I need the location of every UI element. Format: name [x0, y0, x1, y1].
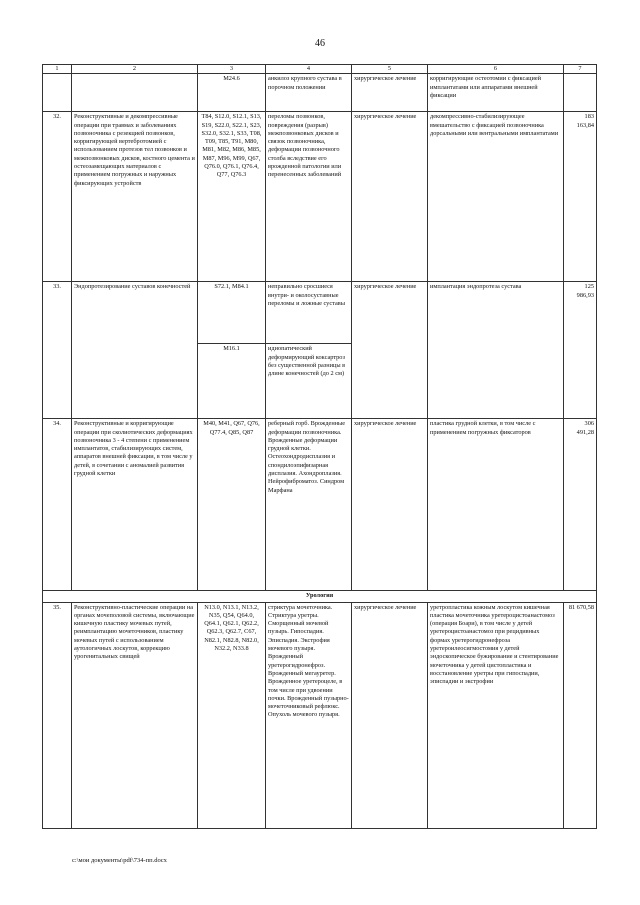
cell-codes: T84, S12.0, S12.1, S13, S19, S22.0, S22.1, S23, S32.0, S32.1, S33, T08, T09, T85, T91, M80, M81, M82, M86, M85, M87, M96, M99, Q67, Q76.0, Q76.1, Q76.4, Q77, Q76.3 [198, 112, 266, 282]
header-row [43, 65, 597, 74]
header-col-6: 6 [428, 65, 564, 74]
cell-name: Реконструктивные и корригирующие операции при сколиотических деформациях позвоночника 3 - 4 степени с применением имплантатов, стабилизирующих систем, аппаратов внешней фиксации, в том числе у детей, в сочетании с аномалией развития грудной клетки [72, 419, 198, 591]
cell-number: 34. [43, 419, 72, 591]
cell-model: неправильно сросшиеся внутри- и околосуставные переломы и ложные суставы [266, 282, 352, 344]
cell-codes: M40, M41, Q67, Q76, Q77.4, Q85, Q87 [198, 419, 266, 591]
header-col-3: 3 [198, 65, 266, 74]
cell-treatment: хирургическое лечение [352, 282, 428, 419]
cell-model: анкилоз крупного сустава в порочном положении [266, 74, 352, 112]
cell-name: Реконструктивно-пластические операции на органах мочеполовой системы, включающие кишечную пластику мочевых путей, реимплантацию мочеточников, пластику мочевых путей с использованием аутологичных лоскутов, коррекцию урогенитальных свищей [72, 602, 198, 828]
cell-model: стриктура мочеточника. Стриктура уретры. Сморщенный мочевой пузырь. Гипоспадия. Эписпадия. Экстрофия мочевого пузыря. Врожденный уретерогидронефроз. Врожденный мегауретер. Врожденное уретероцеле, в том числе при удвоении почки. Врожденный пузырно-мочеточниковый рефлюкс. Опухоль мочевого пузыря. [266, 602, 352, 828]
header-col-1: 1 [43, 65, 72, 74]
file-path-footer: c:\мои документы\pdf\734-пп.docx [72, 857, 167, 864]
cell-treatment: хирургическое лечение [352, 74, 428, 112]
cell-cost: 81 670,58 [564, 602, 597, 828]
cell-method: корригирующие остеотомии с фиксацией имплантатами или аппаратами внешней фиксации [428, 74, 564, 112]
section-row [43, 591, 597, 602]
cell-codes: S72.1, M84.1 [198, 282, 266, 344]
services-table [42, 64, 597, 829]
cell-codes: M24.6 [198, 74, 266, 112]
table-row [43, 112, 597, 282]
header-col-7: 7 [564, 65, 597, 74]
table-row [43, 74, 597, 112]
cell-method: декомпрессивно-стабилизирующее вмешательство с фиксацией позвоночника дорсальными или вентральными имплантатами [428, 112, 564, 282]
cell-number: 32. [43, 112, 72, 282]
cell-cost: 306 491,28 [564, 419, 597, 591]
cell-treatment: хирургическое лечение [352, 419, 428, 591]
cell-codes: N13.0, N13.1, N13.2, N35, Q54, Q64.0, Q64.1, Q62.1, Q62.2, Q62.3, Q62.7, C67, N82.1, N82.8, N82.0, N32.2, N33.8 [198, 602, 266, 828]
cell-treatment: хирургическое лечение [352, 602, 428, 828]
cell-model: переломы позвонков, повреждения (разрыв) межпозвонковых дисков и связок позвоночника, деформации позвоночного столба вследствие его врожденной патологии или перенесенных заболеваний [266, 112, 352, 282]
cell-treatment: хирургическое лечение [352, 112, 428, 282]
cell-method: пластика грудной клетки, в том числе с применением погружных фиксаторов [428, 419, 564, 591]
header-col-5: 5 [352, 65, 428, 74]
table-row [43, 602, 597, 828]
header-col-4: 4 [266, 65, 352, 74]
cell-number: 35. [43, 602, 72, 828]
cell-name: Эндопротезирование суставов конечностей [72, 282, 198, 419]
cell-cost: 183 163,84 [564, 112, 597, 282]
table-row [43, 419, 597, 591]
header-col-2: 2 [72, 65, 198, 74]
table-row [43, 282, 597, 344]
cell-model: реберный горб. Врожденные деформации позвоночника. Врожденные деформации грудной клетки. Остеохондродисплазия и спондилоэпифизарная дисплазия. Ахондроплазия. Нейрофиброматоз. Синдром Марфана [266, 419, 352, 591]
cell-codes: M16.1 [198, 344, 266, 419]
cell-method: уретропластика кожным лоскутом кишечная пластика мочеточника уретероцистоанастомоз (операция Боари), в том числе у детей уретероцистоанастомоз при рецидивных формах уретерогидронефроза уретероилеосигмостомия у детей эндоскопическое бужирование и стентирование мочеточника у детей цистопластика и восстановление уретры при гипоспадии, эписпадии и экстрофии [428, 602, 564, 828]
cell-number: 33. [43, 282, 72, 419]
cell-method: имплантация эндопротеза сустава [428, 282, 564, 419]
page-number: 46 [315, 38, 325, 49]
cell-model: идиопатический деформирующий коксартроз без существенной разницы в длине конечностей (до 2 см) [266, 344, 352, 419]
cell-cost: 125 986,93 [564, 282, 597, 419]
cell-name: Реконструктивные и декомпрессивные операции при травмах и заболеваниях позвоночника с резекцией позвонков, корригирующей вертебротомией с использованием протезов тел позвонков и межпозвонковых дисков, костного цемента и остеозамещающих материалов с применением погружных и наружных фиксирующих устройств [72, 112, 198, 282]
section-title: Урология [43, 591, 597, 602]
